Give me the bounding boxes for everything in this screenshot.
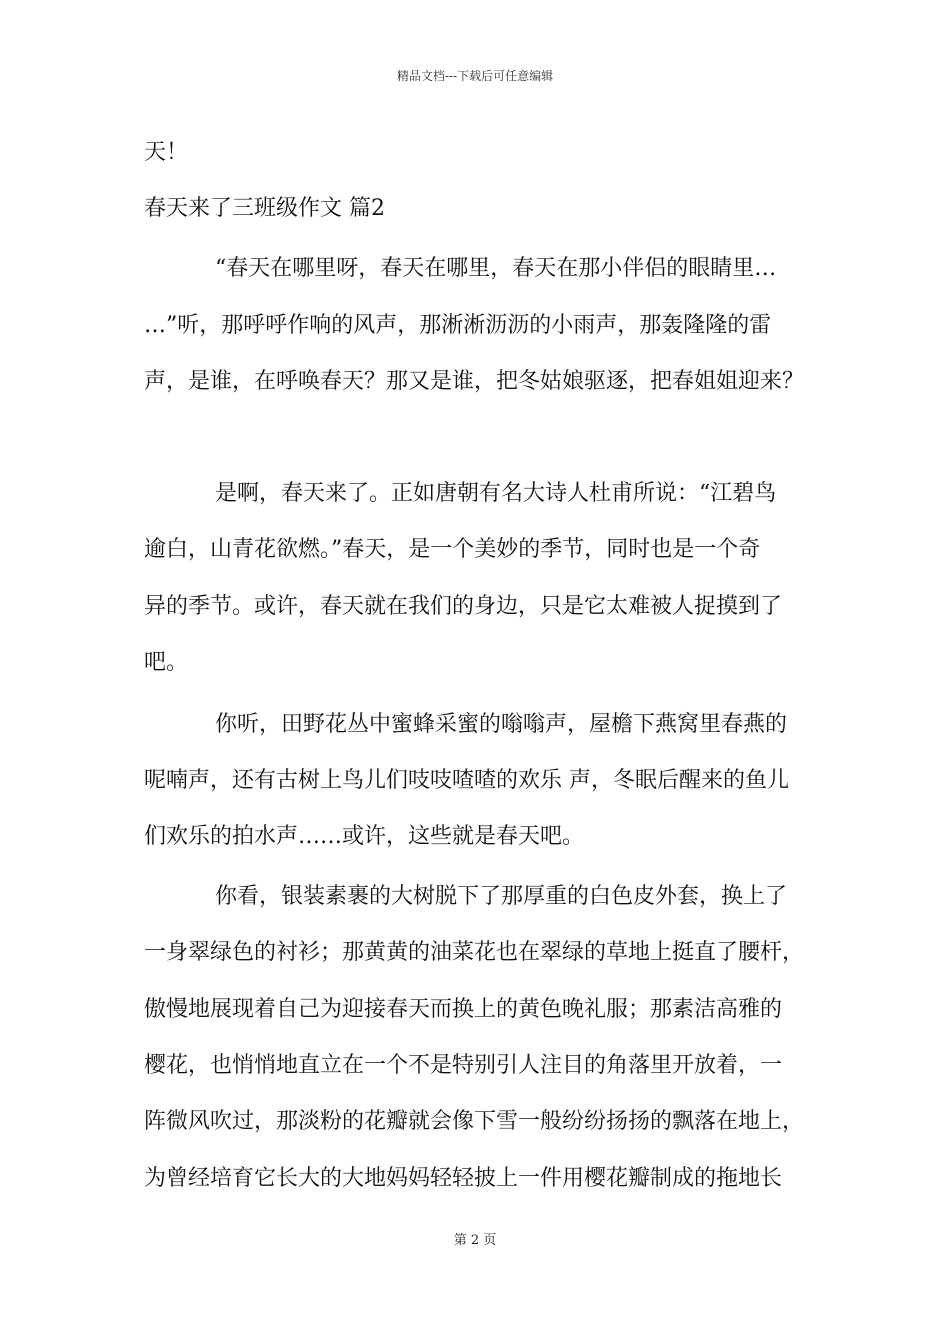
paragraph-line: 樱花，也悄悄地直立在一个不是特别引人注目的角落里开放着，一: [144, 1053, 783, 1078]
section-title: 春天来了三班级作文 篇2: [144, 196, 385, 221]
page-number: 第 2 页: [453, 1233, 497, 1248]
paragraph-line: 呢喃声，还有古树上鸟儿们吱吱喳喳的欢乐 声，冬眠后醒来的鱼儿: [144, 768, 789, 793]
paragraph-line: 吧。: [144, 650, 189, 675]
paragraph-line: “春天在哪里呀，春天在哪里，春天在那小伴侣的眼睛里…: [215, 256, 777, 281]
paragraph-line: 逾白，山青花欲燃。”春天，是一个美妙的季节，同时也是一个奇: [144, 537, 761, 562]
paragraph-line: 们欢乐的拍水声……或许，这些就是春天吧。: [144, 824, 585, 849]
paragraph-line: 是啊，春天来了。正如唐朝有名大诗人杜甫所说：“江碧鸟: [215, 481, 777, 506]
paragraph-line: 为曾经培育它长大的大地妈妈轻轻披上一件用樱花瓣制成的拖地长: [144, 1166, 783, 1191]
page-header: 精品文档---下载后可任意编辑: [396, 69, 554, 83]
text-line: 天！: [144, 140, 189, 165]
paragraph-line: 你看，银装素裹的大树脱下了那厚重的白色皮外套，换上了: [215, 884, 788, 909]
paragraph-line: 一身翠绿色的衬衫；那黄黄的油菜花也在翠绿的草地上挺直了腰杆，: [144, 940, 805, 965]
paragraph-line: 阵微风吹过，那淡粉的花瓣就会像下雪一般纷纷扬扬的飘落在地上，: [144, 1109, 805, 1134]
paragraph-line: …”听，那呼呼作响的风声，那淅淅沥沥的小雨声，那轰隆隆的雷: [144, 313, 772, 338]
paragraph-line: 你听，田野花丛中蜜蜂采蜜的嗡嗡声，屋檐下燕窝里春燕的: [215, 712, 788, 737]
paragraph-line: 傲慢地展现着自己为迎接春天而换上的黄色晚礼服；那素洁高雅的: [144, 997, 783, 1022]
paragraph-line: 异的季节。或许，春天就在我们的身边，只是它太难被人捉摸到了: [144, 594, 783, 619]
paragraph-line: 声，是谁，在呼唤春天？那又是谁，把冬姑娘驱逐，把春姐姐迎来？: [144, 369, 805, 394]
